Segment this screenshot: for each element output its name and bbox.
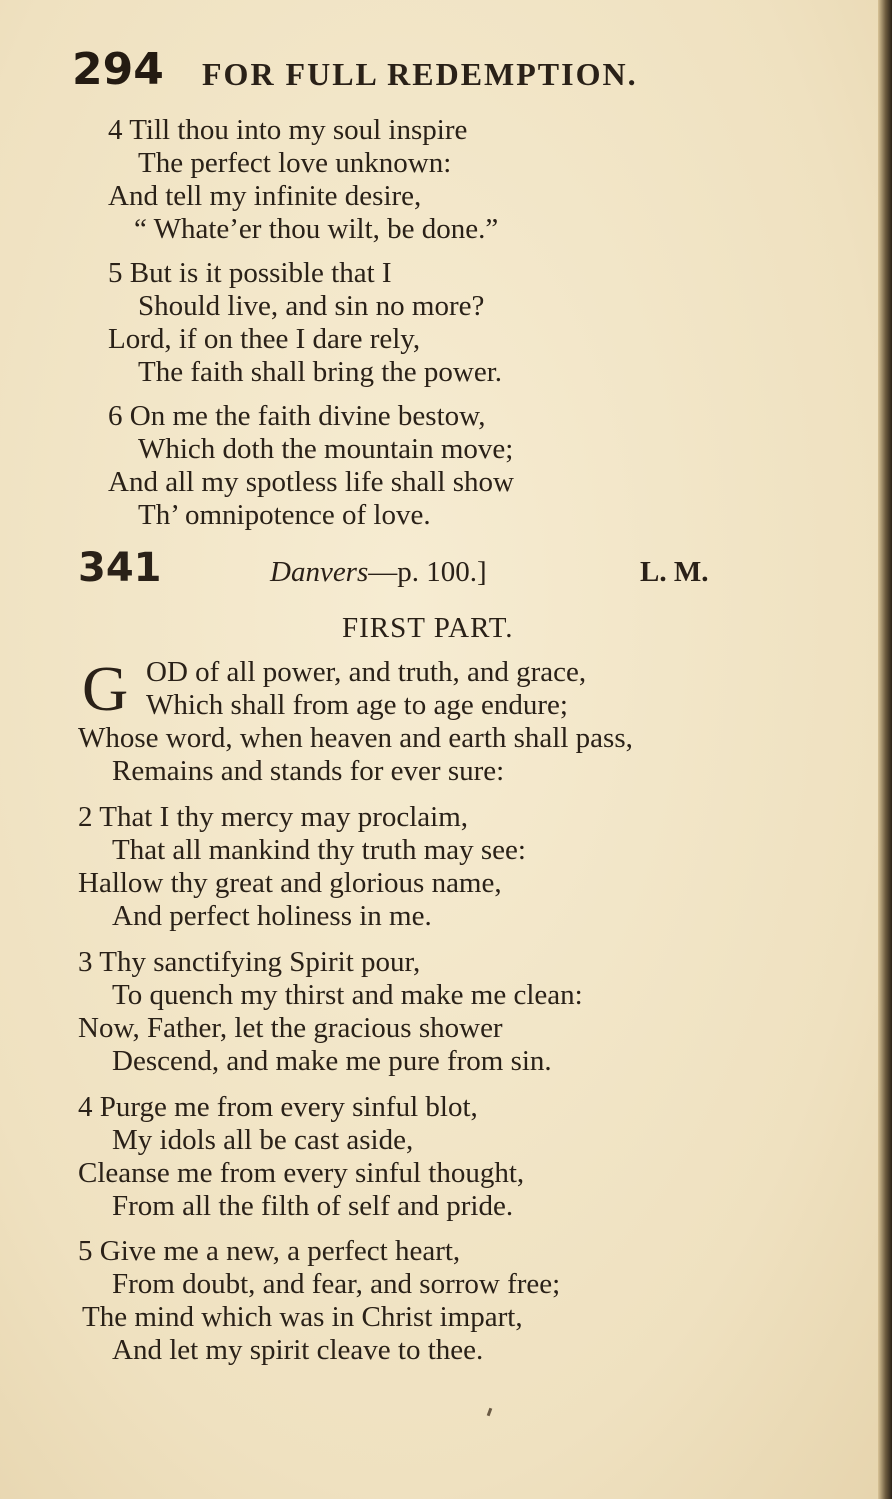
verse-line: Now, Father, let the gracious shower [78,1012,503,1044]
ink-speck [487,1408,493,1417]
verse-line: 4 Till thou into my soul inspire [108,114,468,146]
verse-line: 4 Purge me from every sinful blot, [78,1091,478,1123]
verse-line: Which doth the mountain move; [138,433,514,465]
verse-line: From all the filth of self and pride. [112,1190,514,1222]
drop-cap: G [82,653,129,724]
page-header [72,40,832,100]
verse-line: That all mankind thy truth may see: [112,834,526,866]
verse-line: OD of all power, and truth, and grace, [146,656,587,688]
verse-line: 5 But is it possible that I [108,257,392,289]
running-title: FOR FULL REDEMPTION. [202,56,638,92]
verse-line: Which shall from age to age endure; [146,689,568,721]
verse-line: And perfect holiness in me. [112,900,432,932]
verse-line: The mind which was in Christ impart, [82,1301,523,1333]
page-edge-shadow [878,0,892,1499]
verse-line: And tell my infinite desire, [108,180,422,212]
tune-name: Danvers [270,556,369,588]
verse-line: 2 That I thy mercy may proclaim, [78,801,469,833]
verse-line: Should live, and sin no more? [138,290,485,322]
verse-line: Lord, if on thee I dare rely, [108,323,421,355]
verse-line: Hallow thy great and glorious name, [78,867,502,899]
verse-line: Cleanse me from every sinful thought, [78,1157,525,1189]
tune-reference [270,550,487,594]
meter: L. M. [640,556,709,588]
verse-line: My idols all be cast aside, [112,1124,414,1156]
verse-line: 3 Thy sanctifying Spirit pour, [78,946,421,978]
part-title: FIRST PART. [342,612,514,644]
verse-line: Whose word, when heaven and earth shall pass, [78,722,633,754]
verse-line: The perfect love unknown: [138,147,452,179]
verse-line: To quench my thirst and make me clean: [112,979,583,1011]
verse-line: Remains and stands for ever sure: [112,755,505,787]
tune-page-ref: —p. 100.] [368,556,487,588]
verse-line: And all my spotless life shall show [108,466,514,498]
verse-line: And let my spirit cleave to thee. [112,1334,484,1366]
verse-line: The faith shall bring the power. [138,356,503,388]
verse-line: “ Whate’er thou wilt, be done.” [134,213,499,245]
page-number: 294 [72,44,164,95]
hymn-heading [78,540,778,600]
verse-line: Descend, and make me pure from sin. [112,1045,552,1077]
verse-line: From doubt, and fear, and sorrow free; [112,1268,561,1300]
verse-line: Th’ omnipotence of love. [138,499,431,531]
verse-line: 5 Give me a new, a perfect heart, [78,1235,461,1267]
hymn-number: 341 [78,545,162,591]
verse-line: 6 On me the faith divine bestow, [108,400,486,432]
